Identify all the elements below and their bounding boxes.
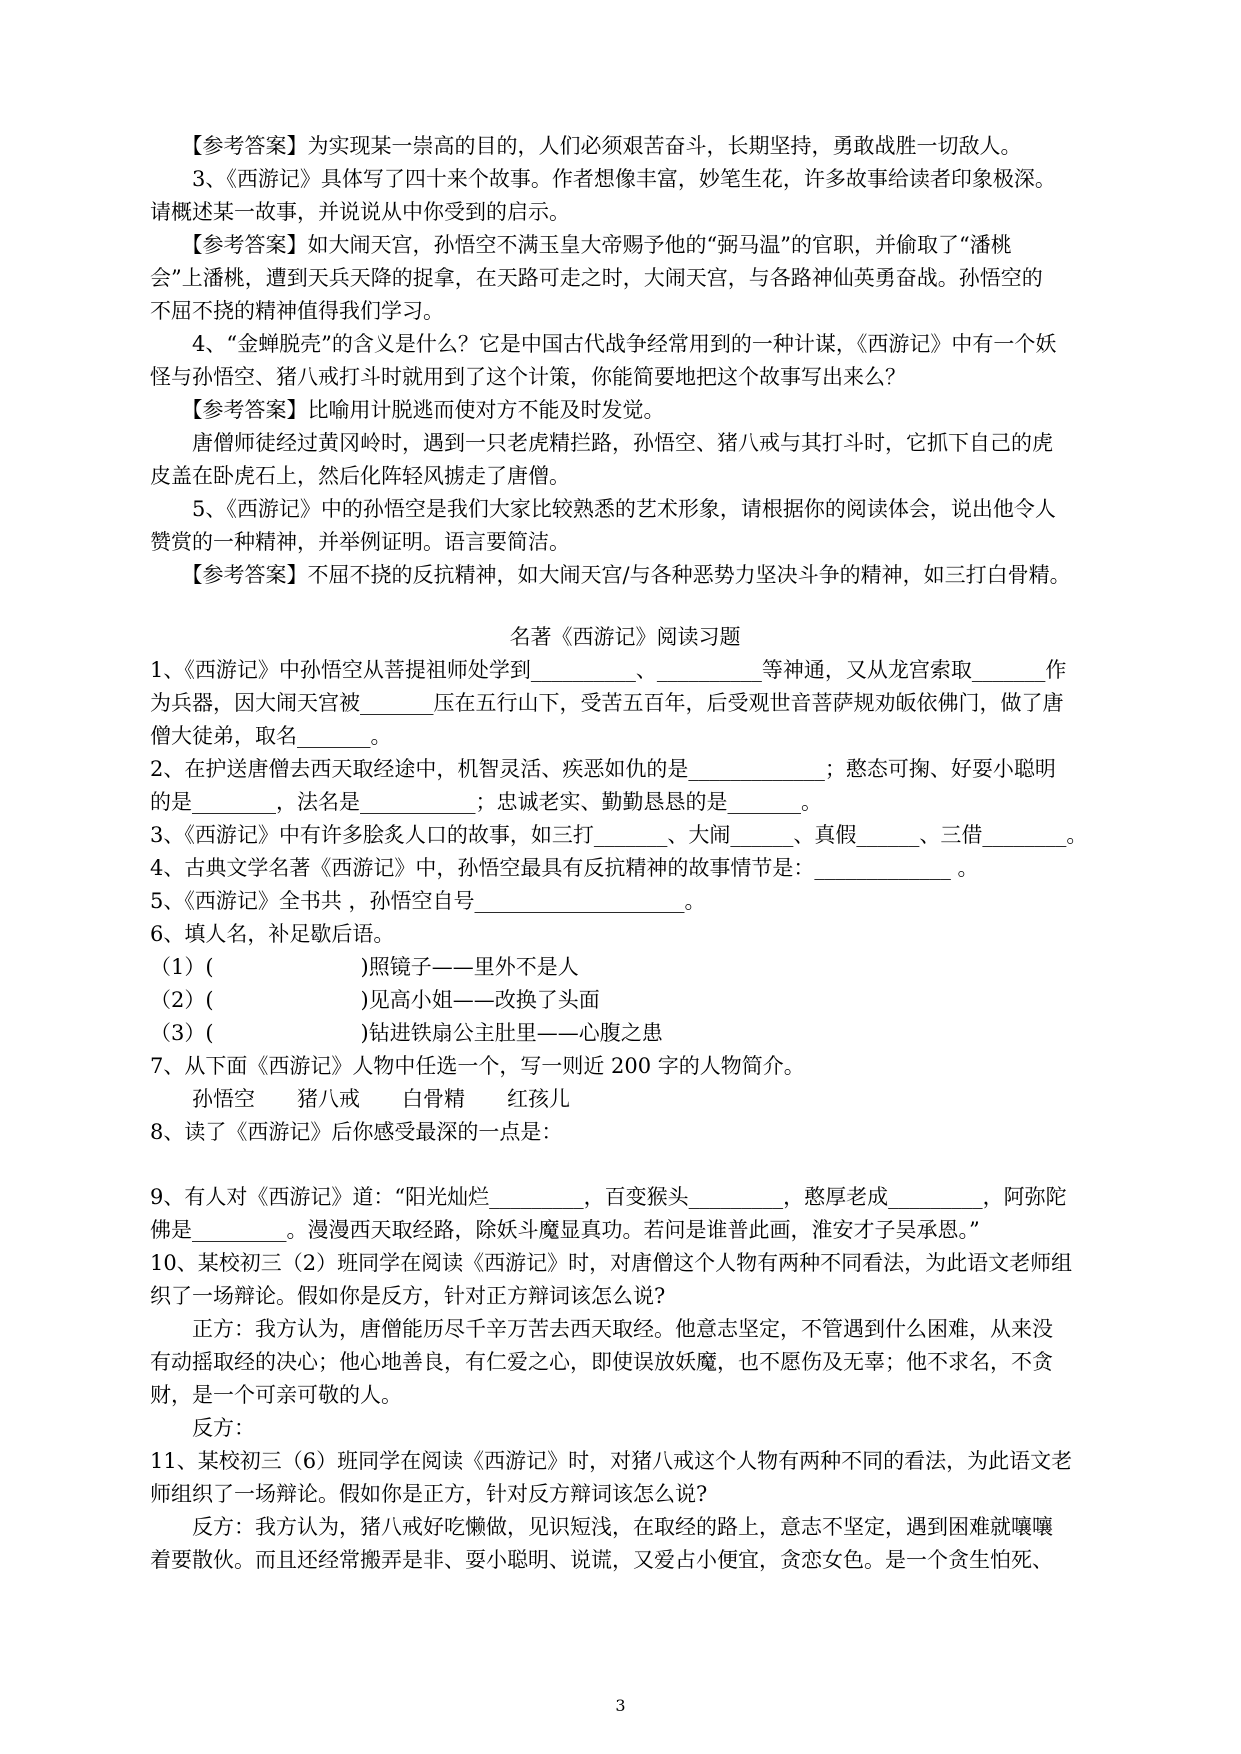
text-line: 的是________，法名是___________；忠诚老实、勤勤恳恳的是_______。 <box>150 790 822 814</box>
text-line: 财，是一个可亲可敬的人。 <box>150 1383 402 1407</box>
text-line: 5、《西游记》中的孙悟空是我们大家比较熟悉的艺术形象，请根据你的阅读体会，说出他令人 <box>150 497 1056 521</box>
page-number: 3 <box>615 1696 626 1715</box>
text-line: 4、古典文学名著《西游记》中，孙悟空最具有反抗精神的故事情节是：_____________ 。 <box>150 856 979 880</box>
text-line: 5、《西游记》全书共 ，孙悟空自号____________________。 <box>150 889 706 913</box>
text-line: 4、“金蝉脱壳”的含义是什么？它是中国古代战争经常用到的一种计谋，《西游记》中有一个妖 <box>150 332 1057 356</box>
text-line: 正方：我方认为，唐僧能历尽千辛万苦去西天取经。他意志坚定，不管遇到什么困难，从来没 <box>150 1317 1053 1341</box>
section-title: 名著《西游记》阅读习题 <box>509 625 741 649</box>
text-line: 会”上潘桃，遭到天兵天降的捉拿，在天路可走之时，大闹天宫，与各路神仙英勇奋战。孙悟空的 <box>150 266 1043 290</box>
text-line: 孙悟空 猪八戒 白骨精 红孩儿 <box>150 1087 570 1111</box>
text-line: 8、读了《西游记》后你感受最深的一点是： <box>150 1120 563 1144</box>
text-line: 师组织了一场辩论。假如你是正方，针对反方辩词该怎么说? <box>150 1482 708 1506</box>
text-line: 有动摇取经的决心；他心地善良，有仁爱之心，即使误放妖魔，也不愿伤及无辜；他不求名，不贪 <box>150 1350 1053 1374</box>
text-line: 3、《西游记》中有许多脍炙人口的故事，如三打_______、大闹______、真假______、三借________。 <box>150 823 1088 847</box>
text-line: 赞赏的一种精神，并举例证明。语言要简洁。 <box>150 530 570 554</box>
text-line: （2）( )见高小姐——改换了头面 <box>150 988 600 1012</box>
text-line: 怪与孙悟空、猪八戒打斗时就用到了这个计策，你能简要地把这个故事写出来么？ <box>150 365 906 389</box>
text-line: 请概述某一故事，并说说从中你受到的启示。 <box>150 200 570 224</box>
text-line: 【参考答案】如大闹天宫，孙悟空不满玉皇大帝赐予他的“弼马温”的官职，并偷取了“潘桃 <box>150 233 1012 257</box>
text-line: （3）( )钻进铁扇公主肚里——心腹之患 <box>150 1021 663 1045</box>
text-line: 11、某校初三（6）班同学在阅读《西游记》时，对猪八戒这个人物有两种不同的看法，为此语文老 <box>150 1449 1073 1473</box>
text-line: 为兵器，因大闹天宫被_______压在五行山下，受苦五百年，后受观世音菩萨规劝皈依佛门，做了唐 <box>150 691 1064 715</box>
text-line: 僧大徒弟，取名_______。 <box>150 724 392 748</box>
text-line: 佛是_________。漫漫西天取经路，除妖斗魔显真功。若问是谁普此画，淮安才子吴承恩。” <box>150 1218 980 1242</box>
text-line: 【参考答案】比喻用计脱逃而使对方不能及时发觉。 <box>150 398 665 422</box>
text-line: 反方：我方认为，猪八戒好吃懒做，见识短浅，在取经的路上，意志不坚定，遇到困难就嚷嚷 <box>150 1515 1053 1539</box>
text-line: 9、有人对《西游记》道：“阳光灿烂_________，百变猴头_________，憨厚老成_________，阿弥陀 <box>150 1185 1067 1209</box>
text-line: 2、在护送唐僧去西天取经途中，机智灵活、疾恶如仇的是_____________；憨态可掬、好耍小聪明 <box>150 757 1056 781</box>
text-line: （1）( )照镜子——里外不是人 <box>150 955 579 979</box>
text-line: 【参考答案】不屈不挠的反抗精神，如大闹天宫/与各种恶势力坚决斗争的精神，如三打白骨精。 <box>150 563 1071 587</box>
text-line: 着要散伙。而且还经常搬弄是非、耍小聪明、说谎，又爱占小便宜，贪恋女色。是一个贪生怕死、 <box>150 1548 1053 1572</box>
text-line: 1、《西游记》中孙悟空从菩提祖师处学到__________、__________等神通，又从龙宫索取_______作 <box>150 658 1067 682</box>
text-line: 3、《西游记》具体写了四十来个故事。作者想像丰富，妙笔生花，许多故事给读者印象极深。 <box>150 167 1056 191</box>
text-line: 反方： <box>150 1416 255 1440</box>
text-line: 【参考答案】为实现某一崇高的目的，人们必须艰苦奋斗，长期坚持，勇敢战胜一切敌人。 <box>150 134 1022 158</box>
text-line: 织了一场辩论。假如你是反方，针对正方辩词该怎么说? <box>150 1284 666 1308</box>
text-line: 10、某校初三（2）班同学在阅读《西游记》时，对唐僧这个人物有两种不同看法，为此语文老师组 <box>150 1251 1073 1275</box>
text-line: 唐僧师徒经过黄冈岭时，遇到一只老虎精拦路，孙悟空、猪八戒与其打斗时，它抓下自己的虎 <box>150 431 1053 455</box>
text-line: 6、填人名，补足歇后语。 <box>150 922 395 946</box>
text-line: 7、从下面《西游记》人物中任选一个，写一则近 200 字的人物简介。 <box>150 1054 805 1078</box>
text-line: 皮盖在卧虎石上，然后化阵轻风掳走了唐僧。 <box>150 464 570 488</box>
text-line: 不屈不挠的精神值得我们学习。 <box>150 299 444 323</box>
